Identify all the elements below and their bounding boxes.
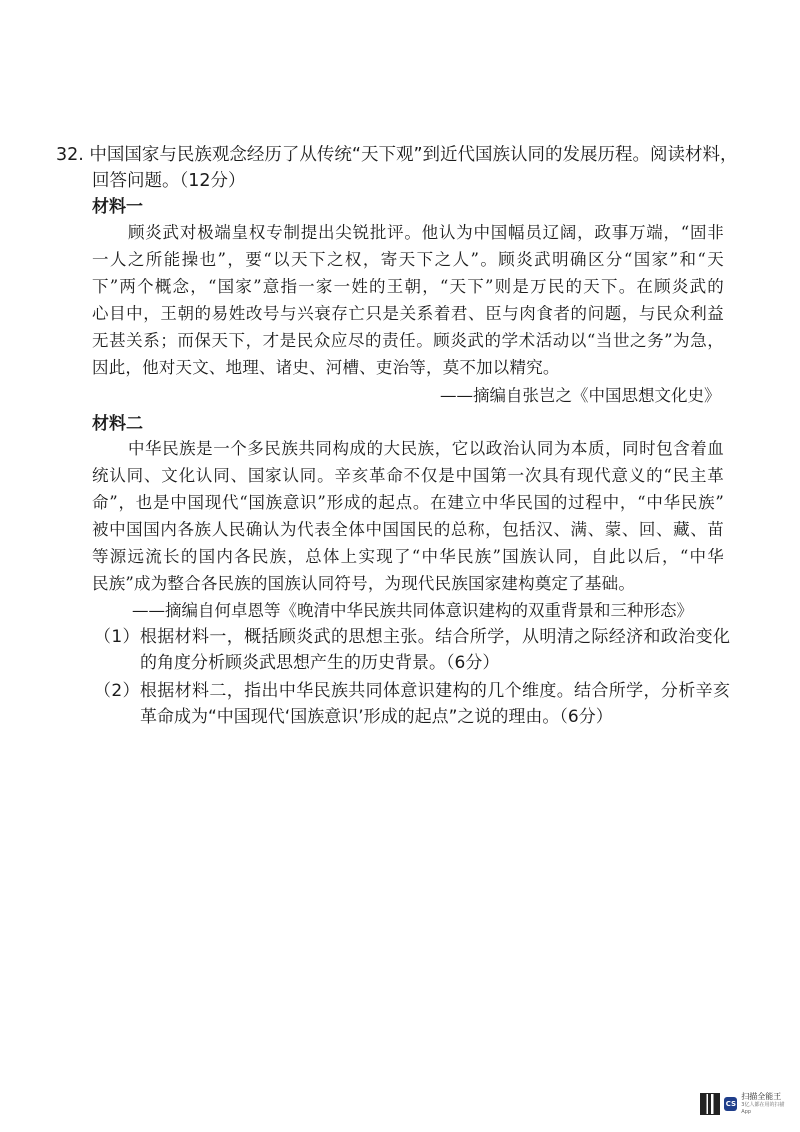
subquestion-1-line-1: （1）根据材料一，概括顾炎武的思想主张。结合所学，从明清之际经济和政治变化 — [94, 627, 730, 647]
material-1-line-5: 无甚关系；而保天下，才是民众应尽的责任。顾炎武的学术活动以“当世之务”为急， — [92, 331, 724, 350]
camscanner-logo-icon: CS — [724, 1097, 737, 1111]
material-1-source: ——摘编自张岂之《中国思想文化史》 — [440, 386, 721, 405]
subquestion-2-line-2: 革命成为“中国现代‘国族意识’形成的起点”之说的理由。（6分） — [140, 707, 613, 727]
material-2-source: ——摘编自何卓恩等《晚清中华民族共同体意识建构的双重背景和三种形态》 — [132, 601, 693, 620]
material-1-line-4: 心目中，王朝的易姓改号与兴衰存亡只是关系着君、臣与肉食者的问题，与民众利益 — [92, 304, 724, 323]
material-1-line-2: 一人之所能操也”，要“以天下之权，寄天下之人”。顾炎武明确区分“国家”和“天 — [92, 250, 724, 269]
subquestion-1-line-2: 的角度分析顾炎武思想产生的历史背景。（6分） — [140, 653, 500, 673]
material-2-line-1: 中华民族是一个多民族共同构成的大民族，它以政治认同为本质，同时包含着血 — [128, 439, 724, 458]
watermark-name: 扫描全能王 — [741, 1092, 782, 1101]
material-2-line-6: 民族”成为整合各民族的国族认同符号，为现代民族国家建构奠定了基础。 — [92, 574, 636, 593]
material-1-line-3: 下”两个概念，“国家”意指一家一姓的王朝，“天下”则是万民的天下。在顾炎武的 — [92, 277, 724, 296]
material-2-title: 材料二 — [92, 414, 143, 434]
material-2-line-4: 被中国国内各族人民确认为代表全体中国国民的总称，包括汉、满、蒙、回、藏、苗 — [92, 520, 724, 539]
qr-code-icon — [700, 1093, 720, 1115]
subquestion-2-line-1: （2）根据材料二，指出中华民族共同体意识建构的几个维度。结合所学，分析辛亥 — [94, 681, 730, 701]
watermark-subtitle: 3亿人都在用的扫描App — [741, 1102, 785, 1115]
material-2-line-2: 统认同、文化认同、国家认同。辛亥革命不仅是中国第一次具有现代意义的“民主革 — [92, 466, 724, 485]
material-2-line-5: 等源远流长的国内各民族，总体上实现了“中华民族”国族认同，自此以后，“中华 — [92, 547, 724, 566]
question-stem-line-2: 回答问题。（12分） — [92, 171, 246, 191]
material-2-line-3: 命”，也是中国现代“国族意识”形成的起点。在建立中华民国的过程中，“中华民族” — [92, 493, 724, 512]
scanner-watermark — [700, 1090, 790, 1118]
question-stem-line-1: 32. 中国国家与民族观念经历了从传统“天下观”到近代国族认同的发展历程。阅读材料， — [56, 145, 738, 165]
material-1-title: 材料一 — [92, 197, 143, 217]
material-1-line-6: 因此，他对天文、地理、诸史、河槽、吏治等，莫不加以精究。 — [92, 358, 560, 377]
material-1-line-1: 顾炎武对极端皇权专制提出尖锐批评。他认为中国幅员辽阔，政事万端，“固非 — [128, 223, 724, 242]
